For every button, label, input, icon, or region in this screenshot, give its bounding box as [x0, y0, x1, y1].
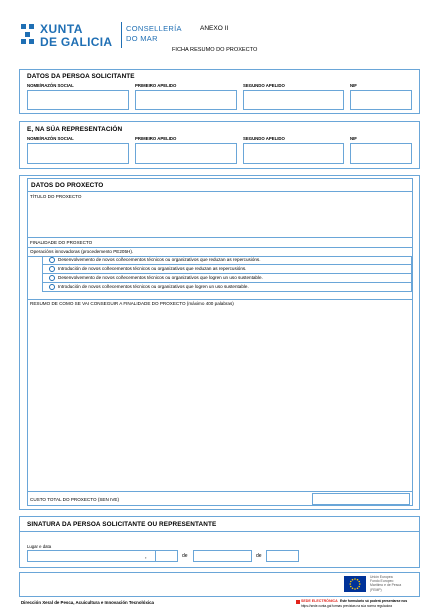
operations-label: Operacións innovadoras (procedemento PE205H).	[30, 249, 134, 254]
sede-note-line1: Este formulario só poderá presentarse nos	[340, 599, 408, 603]
representative-name-field[interactable]	[27, 143, 129, 164]
project-title-divider	[28, 191, 412, 192]
applicant-title: DATOS DA PERSOA SOLICITANTE	[27, 73, 135, 80]
day-field[interactable]	[155, 550, 178, 562]
project-title: DATOS DO PROXECTO	[31, 182, 104, 189]
representative-title: E, NA SÚA REPRESENTACIÓN	[27, 126, 123, 133]
logo-line2: DE GALICIA	[40, 35, 113, 49]
xunta-shield-icon	[20, 23, 36, 47]
representative-col-name: NOME/RAZÓN SOCIAL	[27, 136, 74, 141]
logo-line1: XUNTA	[40, 22, 83, 36]
applicant-section	[19, 69, 420, 114]
radio-icon[interactable]	[49, 266, 55, 272]
signature-title: SINATURA DA PERSOA SOLICITANTE OU REPRESENTANTE	[27, 521, 217, 528]
eu-line2: Fondo Europeo	[370, 579, 394, 584]
footer-sede	[296, 599, 421, 611]
option-label: Desenvolvemento de novos coñecementos técnicos ou organizativos que logren un uso sustentable.	[58, 275, 263, 280]
xunta-logo	[20, 22, 120, 50]
radio-icon[interactable]	[49, 284, 55, 290]
eu-flag-icon	[344, 576, 366, 592]
summary-field[interactable]	[28, 308, 412, 491]
month-field[interactable]	[193, 550, 252, 562]
de-separator-2: de	[256, 553, 262, 559]
applicant-col-surname2: SEGUNDO APELIDO	[243, 83, 285, 88]
applicant-col-name: NOME/RAZÓN SOCIAL	[27, 83, 74, 88]
department-line2: DO MAR	[126, 34, 158, 43]
purpose-option-3[interactable]	[42, 274, 412, 283]
eu-line3: Marítimo e de Pesca	[370, 583, 402, 588]
eu-stars-icon	[344, 576, 366, 592]
year-field[interactable]	[266, 550, 299, 562]
radio-icon[interactable]	[49, 275, 55, 281]
representative-nif-field[interactable]	[350, 143, 412, 164]
comma-separator: ,	[145, 554, 147, 560]
department-name	[126, 24, 182, 43]
eu-line4: (FEMP)	[370, 587, 382, 592]
representative-surname2-field[interactable]	[243, 143, 344, 164]
project-section	[19, 175, 420, 510]
form-title: FICHA RESUMO DO PROXECTO	[172, 47, 258, 53]
signature-section	[19, 516, 420, 568]
representative-col-surname1: PRIMEIRO APELIDO	[135, 136, 177, 141]
total-cost-label: CUSTO TOTAL DO PROXECTO (SEN IVE)	[30, 497, 119, 502]
logo-divider	[121, 22, 122, 48]
applicant-col-surname1: PRIMEIRO APELIDO	[135, 83, 177, 88]
place-date-label: Lugar e data	[27, 544, 52, 549]
applicant-surname1-field[interactable]	[135, 90, 237, 110]
radio-icon[interactable]	[49, 257, 55, 263]
summary-label: RESUMO DE COMO SE VAI CONSEGUIR A FINALIDADE DO PROXECTO (máximo 400 palabras)	[30, 301, 234, 306]
place-field[interactable]	[27, 550, 161, 562]
applicant-nif-field[interactable]	[350, 90, 412, 110]
purpose-divider	[28, 247, 412, 248]
purpose-option-1[interactable]	[42, 256, 412, 265]
option-label: Desenvolvemento de novos coñecementos técnicos ou organizativos que reduzan as repercusións.	[58, 257, 261, 262]
representative-section	[19, 121, 420, 169]
signature-divider	[20, 531, 419, 532]
total-cost-divider	[28, 491, 412, 492]
total-cost-field[interactable]	[312, 493, 410, 505]
sede-logo-icon	[296, 600, 300, 604]
representative-surname1-field[interactable]	[135, 143, 237, 164]
de-separator-1: de	[182, 553, 188, 559]
purpose-option-2[interactable]	[42, 265, 412, 274]
applicant-col-nif: NIF	[350, 83, 357, 88]
eu-funding-band	[19, 572, 420, 597]
purpose-label: FINALIDADE DO PROXECTO	[30, 240, 93, 245]
project-title-label: TÍTULO DO PROXECTO	[30, 194, 82, 199]
footer-department: Dirección Xeral de Pesca, Acuicultura e Innovación Tecnolóxica	[21, 600, 154, 605]
project-inner-frame	[27, 178, 413, 506]
option-label: Introdución de novos coñecementos técnicos ou organizativos que logren un uso sustentable.	[58, 284, 249, 289]
sede-brand[interactable]: SEDE ELECTRÓNICA	[301, 599, 338, 603]
department-line1: CONSELLERÍA	[126, 24, 182, 33]
representative-col-nif: NIF	[350, 136, 357, 141]
sede-note-line2: https://sede.xunta.gal formas previstas na súa norma reguladora	[301, 604, 393, 608]
annex-label: ANEXO II	[200, 25, 229, 32]
purpose-option-4[interactable]	[42, 283, 412, 292]
eu-line1: Unión Europea	[370, 575, 393, 579]
eu-text	[370, 575, 401, 592]
summary-divider	[28, 299, 412, 300]
option-label: Introdución de novos coñecementos técnicos ou organizativos que reduzan as repercusións.	[58, 266, 247, 271]
applicant-surname2-field[interactable]	[243, 90, 344, 110]
project-title-field[interactable]	[28, 200, 412, 238]
applicant-name-field[interactable]	[27, 90, 129, 110]
representative-col-surname2: SEGUNDO APELIDO	[243, 136, 285, 141]
